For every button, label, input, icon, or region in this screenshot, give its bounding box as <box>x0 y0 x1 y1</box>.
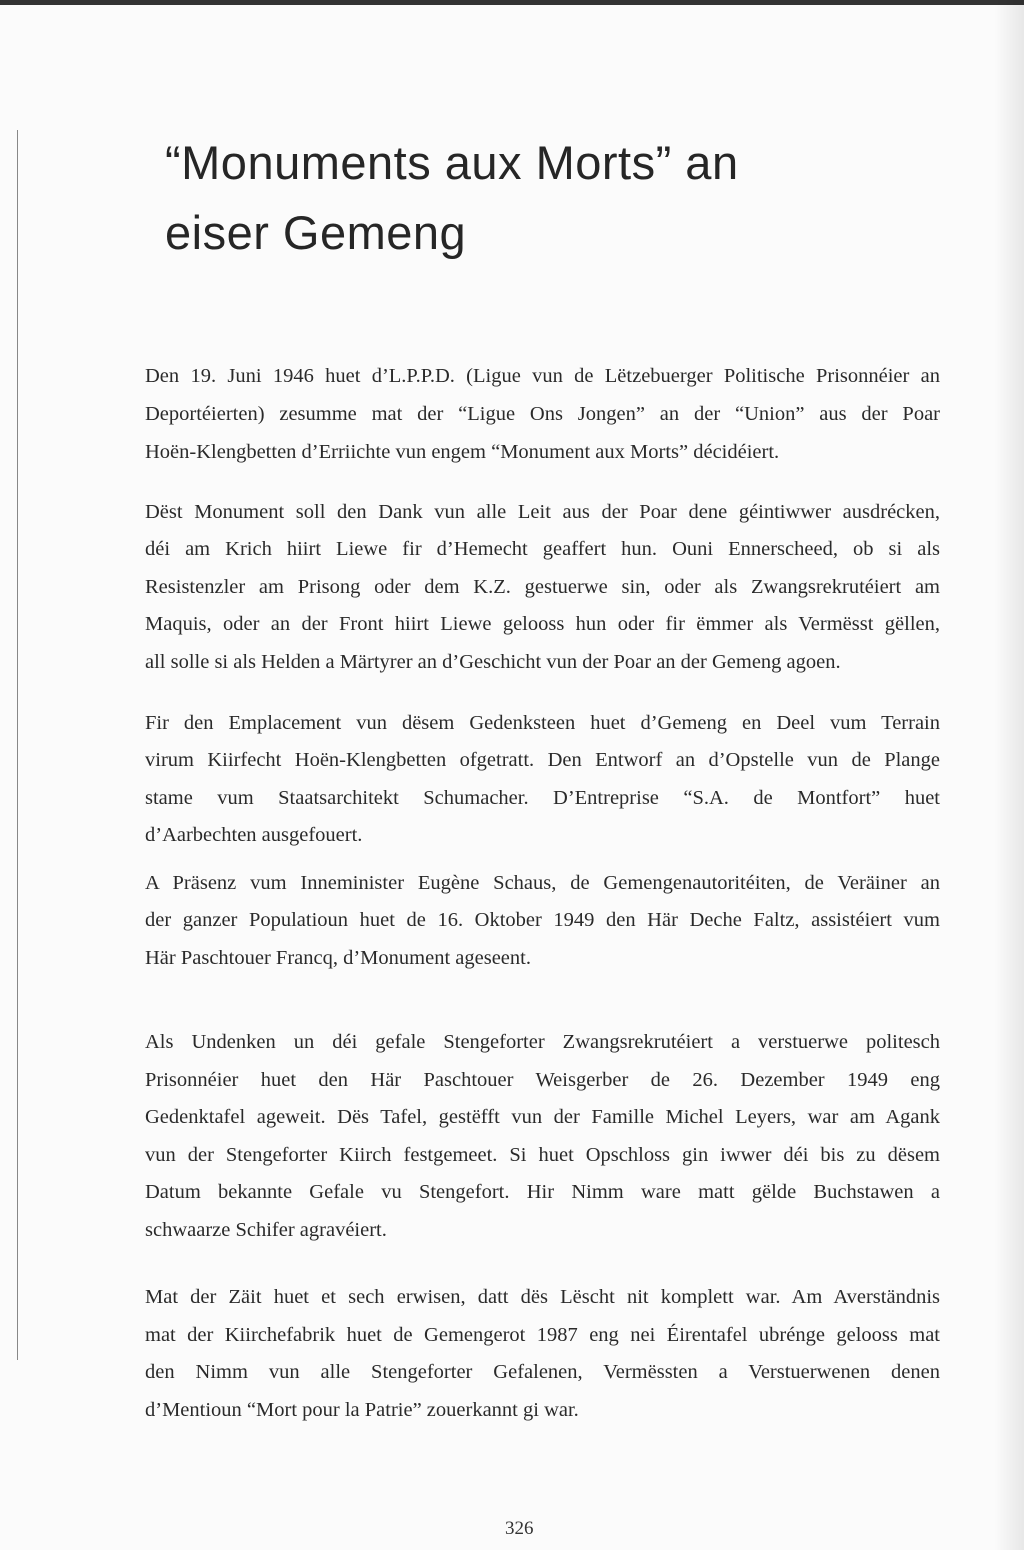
paragraph-line: d’Aarbechten ausgefouert. <box>145 824 363 846</box>
paragraph-line: Deportéierten) zesumme mat der “Ligue Ons Jongen” an der “Union” aus der Poar <box>145 403 940 425</box>
paragraph-line: all solle si als Helden a Märtyrer an d’Geschicht vun der Poar an der Gemeng agoen. <box>145 651 841 673</box>
page-left-edge <box>17 130 18 1360</box>
paragraph-line: den Nimm vun alle Stengeforter Gefalenen, Vermëssten a Verstuerwenen denen <box>145 1361 940 1383</box>
paragraph-line: déi am Krich hiirt Liewe fir d’Hemecht geaffert hun. Ouni Ennerscheed, ob si als <box>145 538 940 560</box>
paragraph-line: mat der Kiirchefabrik huet de Gemengerot 1987 eng nei Éirentafel ubrénge gelooss mat <box>145 1324 940 1346</box>
paragraph-line: Resistenzler am Prisong oder dem K.Z. gestuerwe sin, oder als Zwangsrekrutéiert am <box>145 576 940 598</box>
paragraph-line: stame vum Staatsarchitekt Schumacher. D’Entreprise “S.A. de Montfort” huet <box>145 787 940 809</box>
paragraph-line: Datum bekannte Gefale vu Stengefort. Hir Nimm ware matt gëlde Buchstawen a <box>145 1181 940 1203</box>
paragraph-line: Als Undenken un déi gefale Stengeforter Zwangsrekrutéiert a verstuerwe politesch <box>145 1031 940 1053</box>
scan-top-edge <box>0 0 1024 5</box>
paragraph-line: der ganzer Populatioun huet de 16. Oktober 1949 den Här Deche Faltz, assistéiert vum <box>145 909 940 931</box>
paragraph-line: Prisonnéier huet den Här Paschtouer Weisgerber de 26. Dezember 1949 eng <box>145 1069 940 1091</box>
paragraph-line: virum Kiirfecht Hoën-Klengbetten ofgetratt. Den Entworf an d’Opstelle vun de Plange <box>145 749 940 771</box>
title-line-2: eiser Gemeng <box>165 206 467 259</box>
paragraph-line: Fir den Emplacement vun dësem Gedenksteen huet d’Gemeng en Deel vum Terrain <box>145 712 940 734</box>
paragraph-line: A Präsenz vum Inneminister Eugène Schaus, de Gemengenautoritéiten, de Veräiner an <box>145 872 940 894</box>
paragraph-line: Här Paschtouer Francq, d’Monument ageseent. <box>145 947 531 969</box>
paragraph-line: schwaarze Schifer agravéiert. <box>145 1219 387 1241</box>
title-line-1: “Monuments aux Morts” an <box>165 136 739 189</box>
paragraph-line: Hoën-Klengbetten d’Erriichte vun engem “Monument aux Morts” décidéiert. <box>145 441 780 463</box>
page-title <box>165 128 739 268</box>
paragraph-line: Mat der Zäit huet et sech erwisen, datt dës Lëscht nit komplett war. Am Averständnis <box>145 1286 940 1308</box>
paragraph-line: Dëst Monument soll den Dank vun alle Leit aus der Poar dene géintiwwer ausdrécken, <box>145 501 940 523</box>
paragraph-line: Maquis, oder an der Front hiirt Liewe gelooss hun oder fir ëmmer als Vermësst gëllen, <box>145 613 940 635</box>
paragraph-line: d’Mentioun “Mort pour la Patrie” zouerkannt gi war. <box>145 1399 579 1421</box>
page-number: 326 <box>505 1518 534 1539</box>
paragraph-line: vun der Stengeforter Kiirch festgemeet. Si huet Opschloss gin iwwer déi bis zu dësem <box>145 1144 940 1166</box>
paragraph-line: Gedenktafel ageweit. Dës Tafel, gestëfft vun der Famille Michel Leyers, war am Agank <box>145 1106 940 1128</box>
paragraph-line: Den 19. Juni 1946 huet d’L.P.P.D. (Ligue vun de Lëtzebuerger Politische Prisonnéier an <box>145 365 940 387</box>
page-gutter-shadow <box>994 0 1024 1550</box>
